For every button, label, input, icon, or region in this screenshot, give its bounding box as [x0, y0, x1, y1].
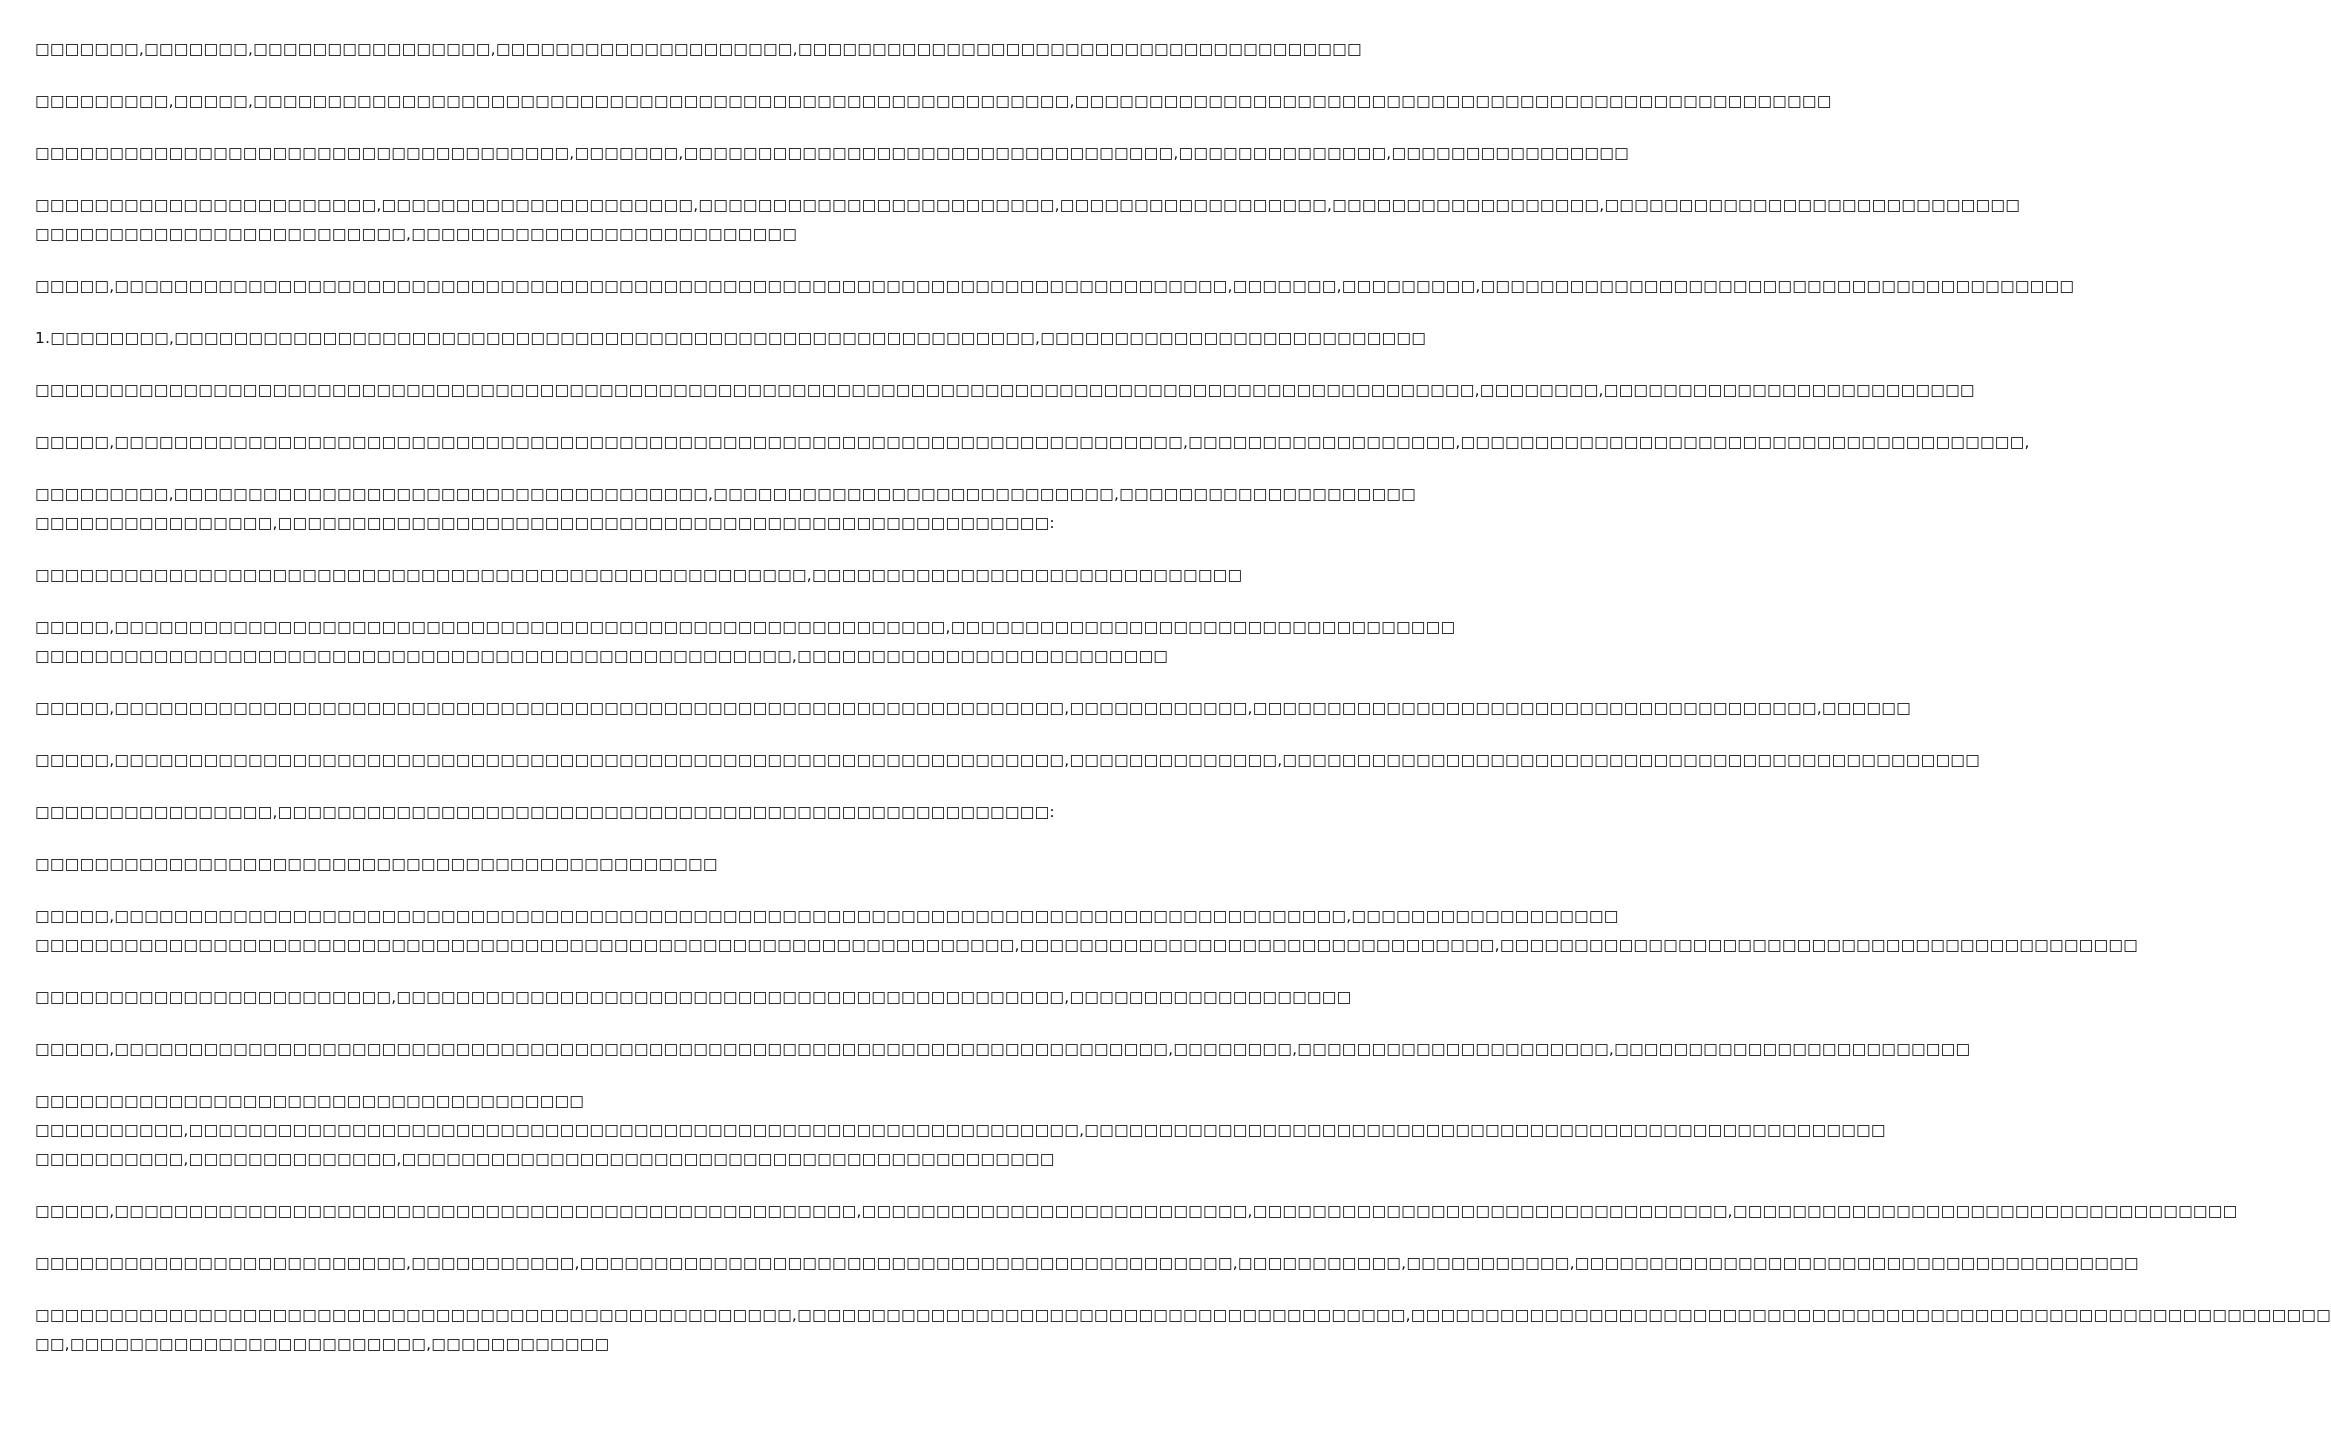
text-line: □□□□□,□□□□□□□□□□□□□□□□□□□□□□□□□□□□□□□□□□□□□□□□□□□□□□□□□□□□□□□□,□□□□□□□□□□□□□□□□□□□□□□□□□□□□□□□□□□: [35, 618, 1456, 636]
paragraph: [35, 902, 2139, 960]
paragraph: [35, 480, 1416, 538]
paragraph: [35, 613, 1456, 671]
text-line: □□□□□□□□□,□□□□□□□□□□□□□□□□□□□□□□□□□□□□□□□□□□□□,□□□□□□□□□□□□□□□□□□□□□□□□□□□,□□□□□□□□□□□□□□□□□□□□: [35, 485, 1416, 503]
text-line: □□□□□□□,□□□□□□□,□□□□□□□□□□□□□□□□,□□□□□□□□□□□□□□□□□□□□,□□□□□□□□□□□□□□□□□□□□□□□□□□□□□□□□□□□□□□: [35, 40, 1362, 58]
paragraph: [35, 983, 1352, 1012]
text-line: □□□□□□□□□□□□□□□□□□□□□□□□□□□□□□□□□□□□,□□□□□□□,□□□□□□□□□□□□□□□□□□□□□□□□□□□□□□□□□,□□□□□□□□□□□□□□,□□□□□□□□□□□□□□□□: [35, 144, 1629, 162]
paragraph: [35, 1301, 2331, 1359]
paragraph: [35, 87, 1832, 116]
text-line: □□□□□□□□□□□□□□□□□□□□□□□□,□□□□□□□□□□□□□□□□□□□□□□□□□□□□□□□□□□□□□□□□□□□□□,□□□□□□□□□□□□□□□□□□□: [35, 988, 1352, 1006]
paragraph: [35, 324, 1427, 353]
text-line: □□□□□,□□□□□□□□□□□□□□□□□□□□□□□□□□□□□□□□□□□□□□□□□□□□□□□□□□□□□□□□□□□□□□□□,□□□□□□□□□□□□,□□□□□□□□□□□□□□□□□□□□□□□□□□□□□□□□□□□□□□,□□□□□□: [35, 699, 1911, 717]
text-line: □□,□□□□□□□□□□□□□□□□□□□□□□□□,□□□□□□□□□□□□: [35, 1335, 610, 1353]
text-line: □□□□□□□□□□□□□□□□□□□□□□□□□□□□□□□□□□□□□□□□□□□□□□□□□□□□,□□□□□□□□□□□□□□□□□□□□□□□□□□□□□: [35, 566, 1243, 584]
paragraph: [35, 850, 990, 879]
text-line: □□□□□□□□□,□□□□□,□□□□□□□□□□□□□□□□□□□□□□□□□□□□□□□□□□□□□□□□□□□□□□□□□□□□□□□,□□□□□□□□□□□□□□□□□□□□□□□□□□□□□□□□□□□□□□□□□□□□□□□□□□□: [35, 92, 1832, 110]
text-line: □□□□□□□□□□□□□□□□□□□□□□□□□□□□□□□□□□□□□: [35, 1092, 585, 1110]
paragraph: [35, 139, 1629, 168]
paragraph: [35, 1197, 2238, 1226]
text-line: □□□□□,□□□□□□□□□□□□□□□□□□□□□□□□□□□□□□□□□□□□□□□□□□□□□□□□□□□□□□□□□□□□□□□□□□□□□□□□□□□□□□□□□□□,□□□□□□□□□□□□□□□□□□: [35, 907, 1619, 925]
text-line: □□□□□,□□□□□□□□□□□□□□□□□□□□□□□□□□□□□□□□□□□□□□□□□□□□□□□□□□,□□□□□□□□□□□□□□□□□□□□□□□□□□,□□□□□□□□□□□□□□□□□□□□□□□□□□□□□□□□,□□□□□□□□□□□□□□□□□□□□□□□□□□□□□□□□□□: [35, 1202, 2238, 1220]
paragraph: [35, 1035, 1971, 1064]
paragraph: [35, 746, 1980, 775]
paragraph: [35, 428, 2030, 457]
text-line: □□□□□□□□□□□□□□□□,□□□□□□□□□□□□□□□□□□□□□□□□□□□□□□□□□□□□□□□□□□□□□□□□□□□□:: [35, 514, 1055, 532]
text-line: □□□□□,□□□□□□□□□□□□□□□□□□□□□□□□□□□□□□□□□□□□□□□□□□□□□□□□□□□□□□□□□□□□□□□□,□□□□□□□□□□□□□□,□□□□□□□□□□□□□□□□□□□□□□□□□□□□□□□□□□□□□□□□□□□□□□□: [35, 751, 1980, 769]
text-line: □□□□□,□□□□□□□□□□□□□□□□□□□□□□□□□□□□□□□□□□□□□□□□□□□□□□□□□□□□□□□□□□□□□□□□□□□□□□□□,□□□□□□□□□□□□□□□□□□,□□□□□□□□□□□□□□□□□□□□□□□□□□□□□□□□□□□□□□,: [35, 433, 2030, 451]
text-line: □□□□□□□□□□□□□□□□,□□□□□□□□□□□□□□□□□□□□□□□□□□□□□□□□□□□□□□□□□□□□□□□□□□□□:: [35, 803, 1055, 821]
text-line: □□□□□□□□□□□□□□□□□□□□□□□□□,□□□□□□□□□□□□□□□□□□□□□□□□□□: [35, 225, 798, 243]
text-line: □□□□□□□□□□□□□□□□□□□□□□□□□□□□□□□□□□□□□□□□□□□□□□□□□□□□□□□□□□□□□□□□□□□□□□□□□□□□□□□□□□□□□□□□□□□□□□□□□,□□□□□□□□,□□□□□□□□□□□□□□□□□□□□□□□□□: [35, 381, 1975, 399]
paragraph: [35, 272, 2075, 301]
text-line: □□□□□□□□□□□□□□□□□□□□□□□,□□□□□□□□□□□□□□□□□□□□□,□□□□□□□□□□□□□□□□□□□□□□□□,□□□□□□□□□□□□□□□□□□,□□□□□□□□□□□□□□□□□□,□□□□□□□□□□□□□□□□□□□□□□□□□□□□: [35, 196, 2021, 214]
text-line: □□□□□□□□□□□□□□□□□□□□□□□□□□□□□□□□□□□□□□□□□□□□□□: [35, 855, 718, 873]
paragraph: [35, 376, 1975, 405]
text-line: □□□□□,□□□□□□□□□□□□□□□□□□□□□□□□□□□□□□□□□□□□□□□□□□□□□□□□□□□□□□□□□□□□□□□□□□□□□□□□□□□,□□□□□□□,□□□□□□□□□,□□□□□□□□□□□□□□□□□□□□□□□□□□□□□□□□□□□□□□□□: [35, 277, 2075, 295]
text-line: □□□□□□□□□□□□□□□□□□□□□□□□□,□□□□□□□□□□□,□□□□□□□□□□□□□□□□□□□□□□□□□□□□□□□□□□□□□□□□□□□□,□□□□□□□□□□□,□□□□□□□□□□□,□□□□□□□□□□□□□□□□□□□□□□□□□□□□□□□□□□□□□□: [35, 1254, 2139, 1272]
paragraph: [35, 1249, 2139, 1278]
document-body: [35, 35, 2331, 1382]
text-line: □□□□□,□□□□□□□□□□□□□□□□□□□□□□□□□□□□□□□□□□□□□□□□□□□□□□□□□□□□□□□□□□□□□□□□□□□□□□□,□□□□□□□□,□□□□□□□□□□□□□□□□□□□□□,□□□□□□□□□□□□□□□□□□□□□□□□: [35, 1040, 1971, 1058]
paragraph: [35, 561, 1243, 590]
text-line: □□□□□□□□□□,□□□□□□□□□□□□□□,□□□□□□□□□□□□□□□□□□□□□□□□□□□□□□□□□□□□□□□□□□□□: [35, 1150, 1055, 1168]
paragraph: [35, 1087, 1886, 1174]
text-line: 1.□□□□□□□□,□□□□□□□□□□□□□□□□□□□□□□□□□□□□□□□□□□□□□□□□□□□□□□□□□□□□□□□□□□,□□□□□□□□□□□□□□□□□□□□□□□□□□: [35, 329, 1427, 347]
text-line: □□□□□□□□□□□□□□□□□□□□□□□□□□□□□□□□□□□□□□□□□□□□□□□□□□□,□□□□□□□□□□□□□□□□□□□□□□□□□: [35, 647, 1169, 665]
paragraph: [35, 694, 1911, 723]
paragraph: [35, 798, 1055, 827]
text-line: □□□□□□□□□□,□□□□□□□□□□□□□□□□□□□□□□□□□□□□□□□□□□□□□□□□□□□□□□□□□□□□□□□□□□□□,□□□□□□□□□□□□□□□□□□□□□□□□□□□□□□□□□□□□□□□□□□□□□□□□□□□□□□: [35, 1121, 1886, 1139]
paragraph: [35, 191, 2021, 249]
text-line: □□□□□□□□□□□□□□□□□□□□□□□□□□□□□□□□□□□□□□□□□□□□□□□□□□□□□□□□□□□□□□□□□□,□□□□□□□□□□□□□□□□□□□□□□□□□□□□□□□□,□□□□□□□□□□□□□□□□□□□□□□□□□□□□□□□□□□□□□□□□□□□: [35, 936, 2139, 954]
paragraph: [35, 35, 1362, 64]
text-line: □□□□□□□□□□□□□□□□□□□□□□□□□□□□□□□□□□□□□□□□□□□□□□□□□□□,□□□□□□□□□□□□□□□□□□□□□□□□□□□□□□□□□□□□□□□□□,□□□□□□□□□□□□□□□□□□□□□□□□□□□□□□□□□□□□□□□□□□□□□□□□□□□□□□□□□□□□□□: [35, 1306, 2331, 1324]
